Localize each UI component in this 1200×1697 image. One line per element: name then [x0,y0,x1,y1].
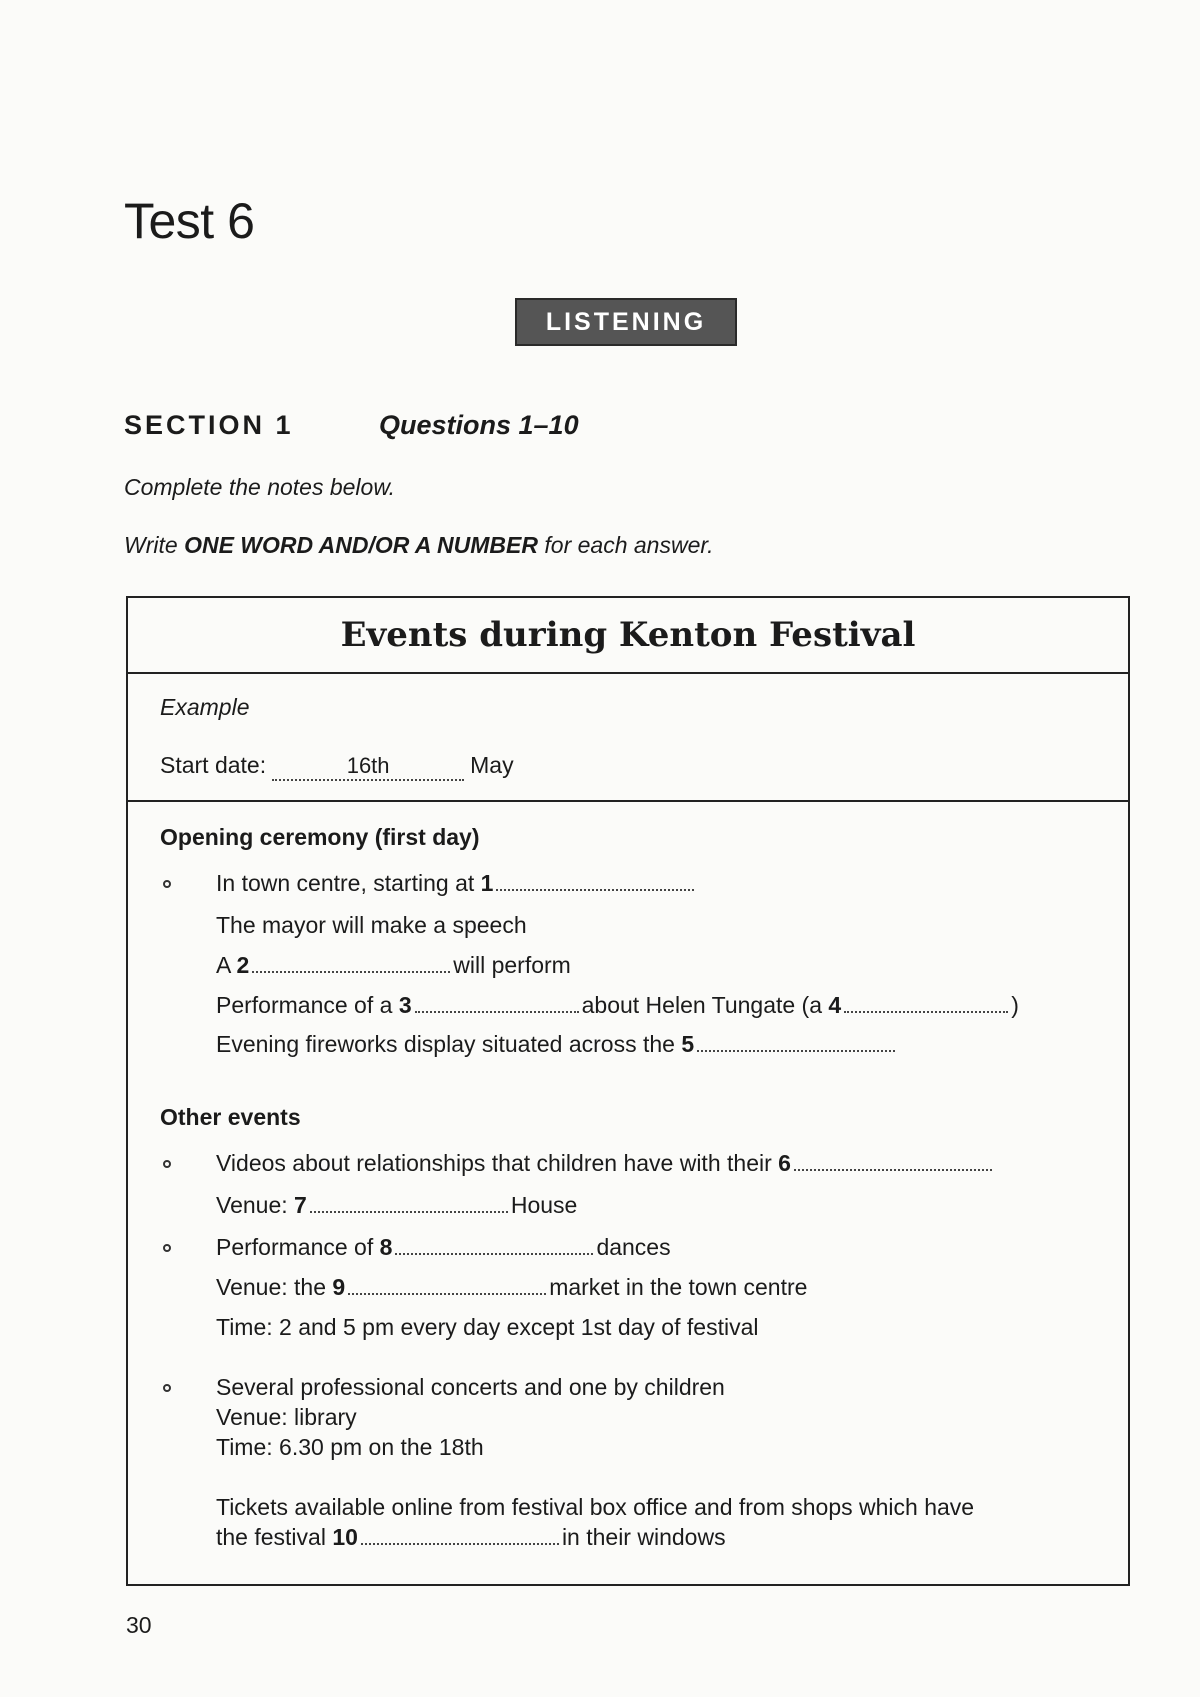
q1-text: In town centre, starting at [216,870,481,896]
q2-number: 2 [236,952,250,978]
q5-number: 5 [681,1031,695,1057]
q10-number: 10 [332,1524,358,1550]
q7-answer-blank[interactable] [310,1193,508,1213]
q3-number: 3 [398,992,412,1018]
q7-text: Venue: [216,1192,295,1218]
q8-answer-blank[interactable] [395,1235,593,1255]
notes-title: Events during Kenton Festival [128,598,1128,674]
bullet-icon [163,1244,171,1252]
q6-text: Videos about relationships that children have with their [216,1150,779,1176]
q6-answer-blank[interactable] [794,1151,992,1171]
q9-text: Venue: the [216,1274,333,1300]
notes-box [126,596,1130,1586]
q10-line [216,1524,726,1551]
q2-suffix: will perform [453,952,571,978]
q10-suffix: in their windows [561,1524,726,1550]
q1-answer-blank[interactable] [496,871,694,891]
section-heading [124,410,579,441]
q3-mid-text: about Helen Tungate (a [581,992,829,1018]
q3-q4-line [216,992,1019,1019]
start-date-line [160,752,514,781]
venue-library: Venue: library [216,1404,357,1430]
q5-text: Evening fireworks display situated across the [216,1031,682,1057]
q4-answer-blank[interactable] [844,993,1008,1013]
listening-banner: LISTENING [515,298,737,346]
q3-answer-blank[interactable] [415,993,579,1013]
bullet-icon [163,1384,171,1392]
bullet-icon [163,880,171,888]
tickets-line: Tickets available online from festival box office and from shops which have [216,1494,975,1520]
q6-number: 6 [778,1150,791,1176]
q7-line [216,1192,577,1219]
section-label: SECTION 1 [124,410,294,440]
q1-line [216,870,697,897]
bullet-icon [163,1160,171,1168]
q7-suffix: House [510,1192,578,1218]
q9-suffix: market in the town centre [549,1274,808,1300]
time-every-day: Time: 2 and 5 pm every day except 1st day of festival [216,1314,759,1340]
q1-number: 1 [480,870,494,896]
q8-suffix: dances [596,1234,671,1260]
q5-line [216,1031,898,1058]
concerts-line: Several professional concerts and one by children [216,1374,725,1400]
instruction-word-limit [124,532,714,559]
test-title: Test 6 [124,193,255,249]
questions-range: Questions 1–10 [379,410,579,440]
example-label: Example [160,694,250,720]
q5-answer-blank[interactable] [697,1032,895,1052]
q10-answer-blank[interactable] [361,1525,559,1545]
q4-number: 4 [828,992,842,1018]
q8-line [216,1234,671,1261]
q6-line [216,1150,995,1177]
opening-heading: Opening ceremony (first day) [160,824,480,850]
page-number: 30 [126,1612,152,1638]
start-date-answer: 16th [272,753,464,781]
q3-text: Performance of a [216,992,399,1018]
other-events-heading: Other events [160,1104,301,1130]
q9-number: 9 [332,1274,346,1300]
q9-answer-blank[interactable] [348,1275,546,1295]
instruction-pre: Write [124,532,185,558]
q7-number: 7 [294,1192,307,1218]
time-18th: Time: 6.30 pm on the 18th [216,1434,484,1460]
q8-text: Performance of [216,1234,380,1260]
example-panel [128,674,1128,802]
instruction-post: for each answer. [538,532,714,558]
q2-text: A [216,952,237,978]
q4-suffix: ) [1011,992,1019,1018]
q8-number: 8 [379,1234,393,1260]
start-date-suffix: May [470,752,514,778]
q10-text: the festival [216,1524,333,1550]
q9-line [216,1274,807,1301]
q2-answer-blank[interactable] [252,953,450,973]
start-date-label: Start date: [160,752,267,778]
instruction-complete: Complete the notes below. [124,474,396,500]
instruction-bold: ONE WORD AND/OR A NUMBER [184,532,538,558]
mayor-line: The mayor will make a speech [216,912,527,938]
q2-line [216,952,571,979]
